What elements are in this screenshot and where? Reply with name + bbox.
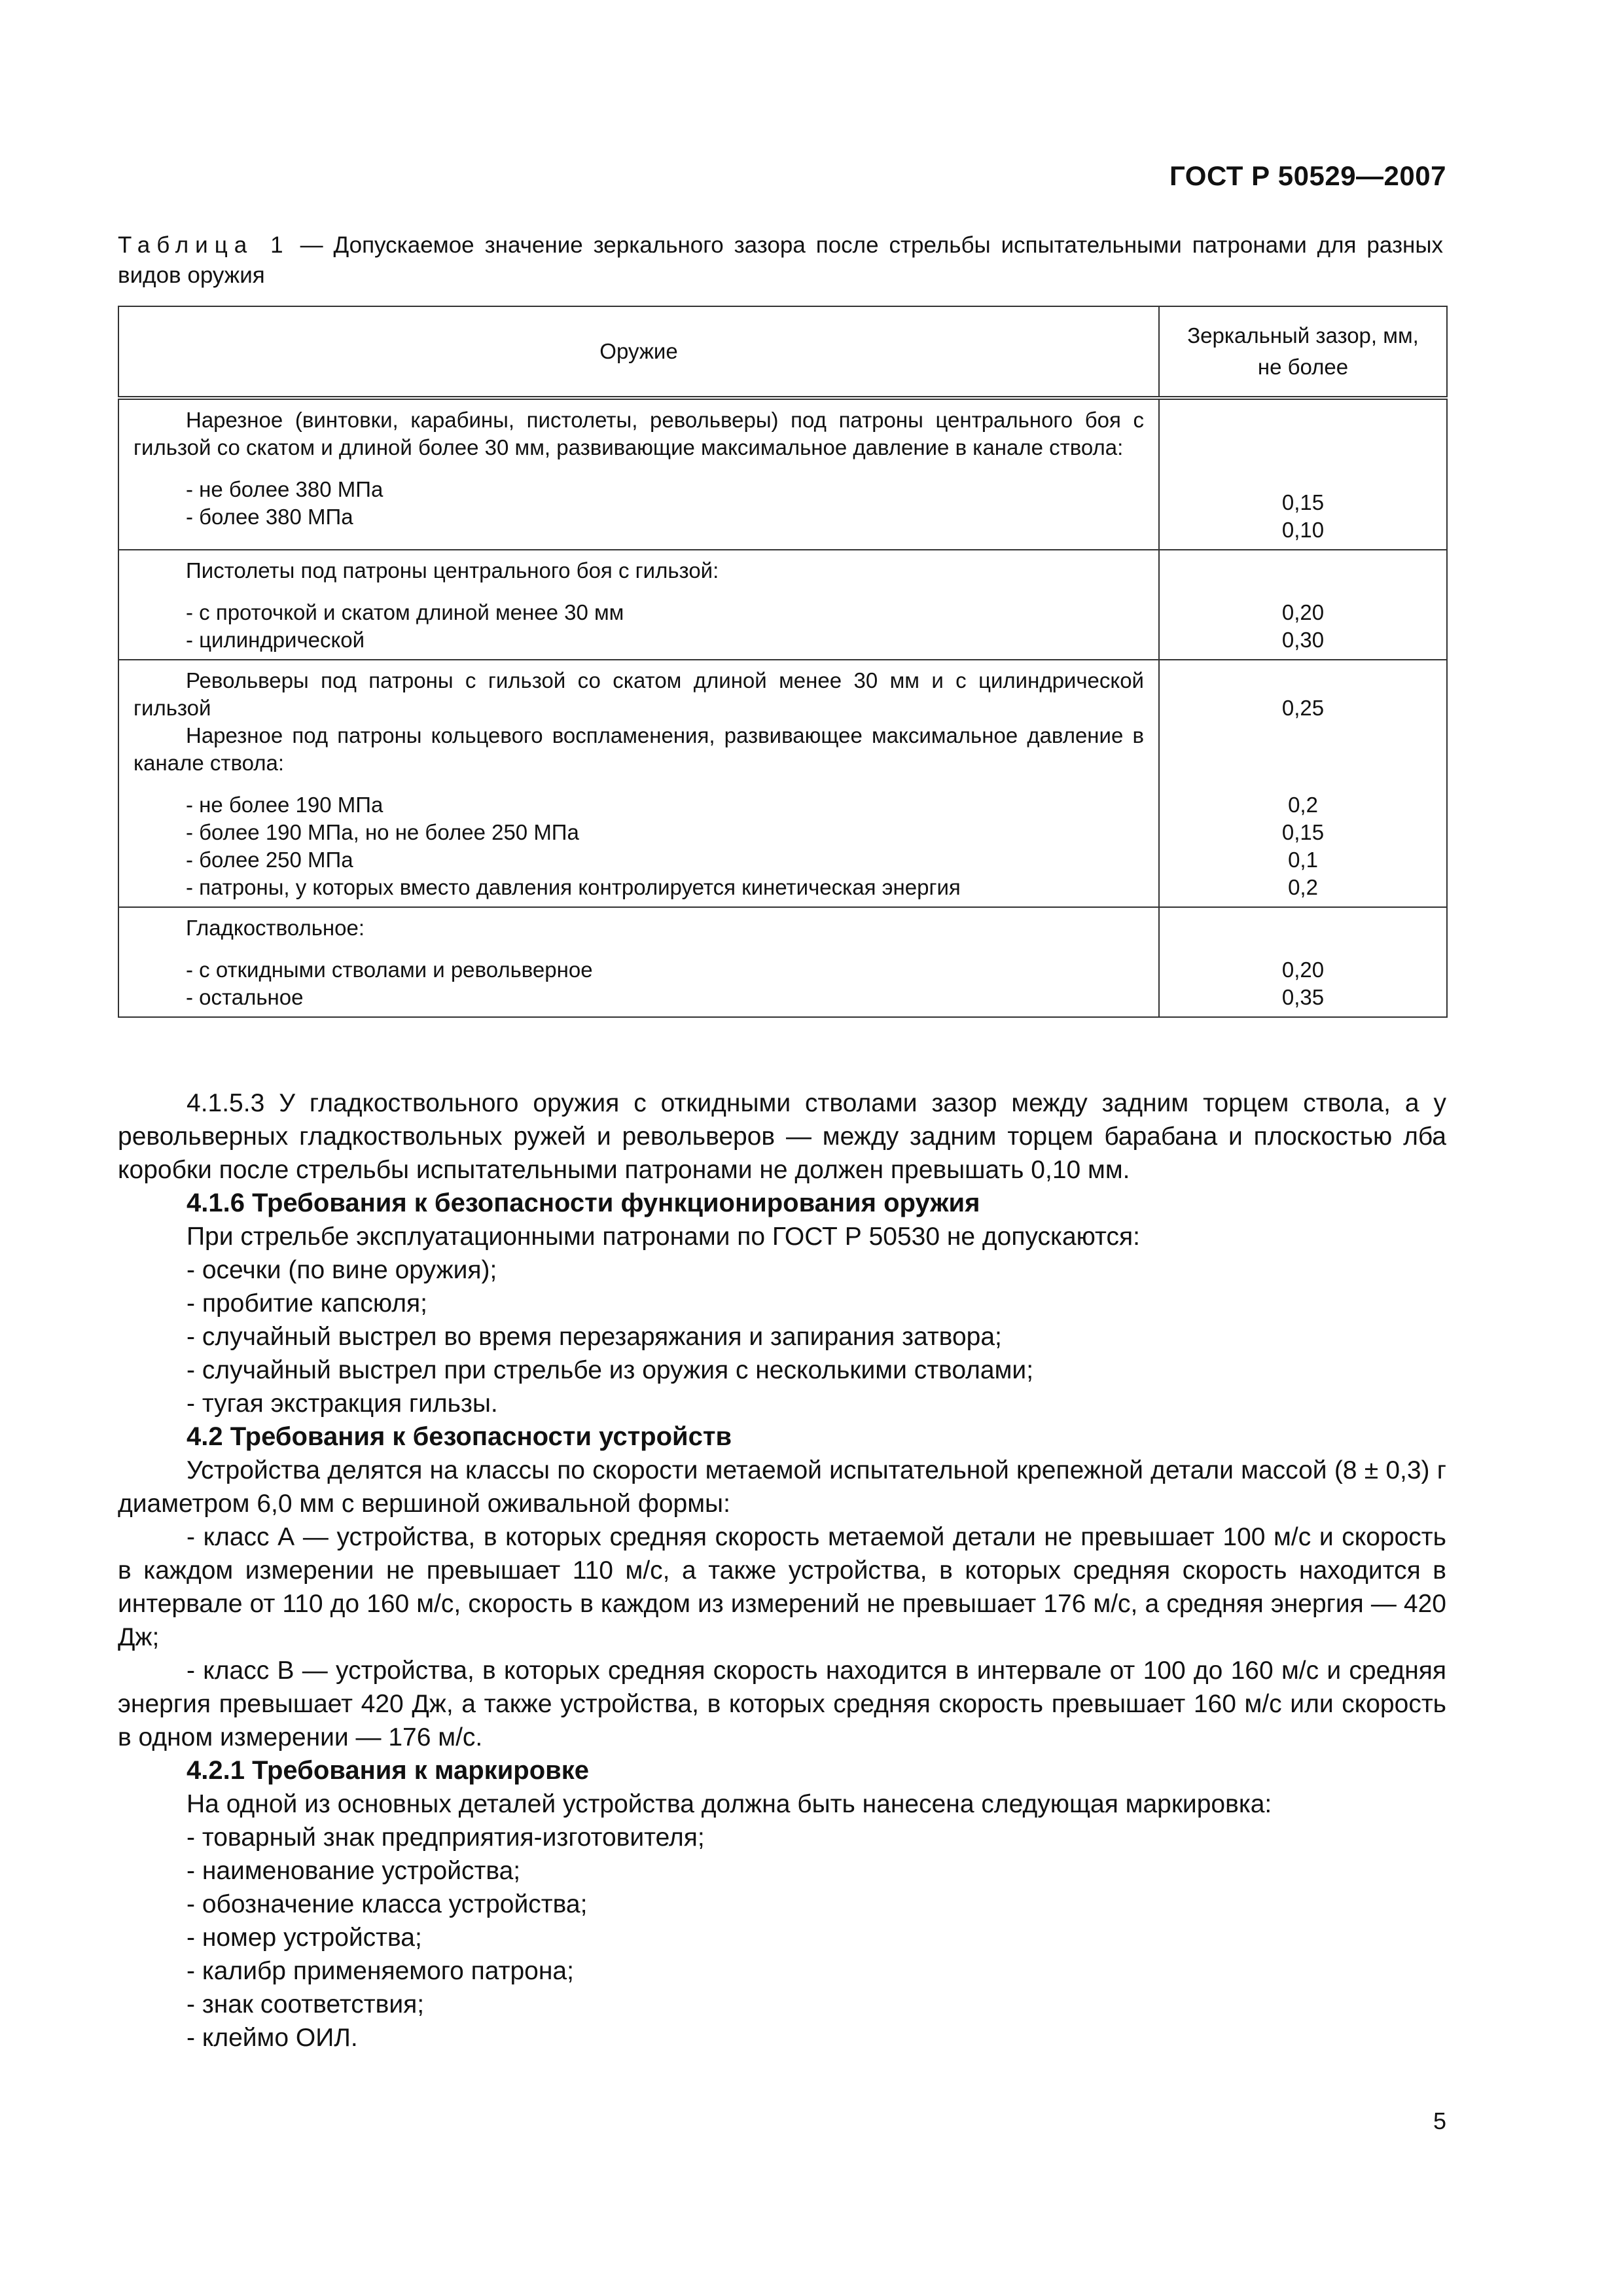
weapon-cell — [118, 398, 1159, 550]
gap-value: 0,10 — [1281, 518, 1325, 542]
document-body — [118, 1086, 1446, 2054]
gap-value: 0,2 — [1288, 793, 1318, 817]
paragraph-4-2-1: На одной из основных деталей устройства должна быть нанесена следующая маркировка: — [187, 1790, 1272, 1818]
gap-value: 0,25 — [1281, 696, 1325, 720]
gap-value: 0,35 — [1281, 985, 1325, 1009]
row-intro: Пистолеты под патроны центрального боя с гильзой: — [186, 558, 719, 583]
paragraph-4-1-5-3: 4.1.5.3 У гладкоствольного оружия с откидными стволами зазор между задним торцем ствола, а у револьверных гладкоствольных ружей и револьверов — между задним торцем барабана и плоскостью лба коробки после стрельбы испытательными патронами не должен превышать 0,10 мм. — [118, 1089, 1446, 1184]
row-item: - остальное — [186, 985, 304, 1009]
column-header-weapon: Оружие — [118, 306, 1159, 398]
row-item: - более 250 МПа — [186, 848, 353, 872]
heading-4-2-1: 4.2.1 Требования к маркировке — [187, 1756, 589, 1785]
weapon-cell — [118, 907, 1159, 1017]
list-item: - обозначение класса устройства; — [187, 1890, 588, 1918]
table-header-row — [118, 306, 1447, 398]
paragraph-class-b: - класс В — устройства, в которых средняя скорость находится в интервале от 100 до 160 м/с и средняя энергия превышает 420 Дж, а также устройства, в которых средняя скорость превышает 160 м/с или скорость в одном измерении — 176 м/с. — [118, 1657, 1446, 1751]
table-row — [118, 907, 1447, 1017]
row-item: - с откидными стволами и револьверное — [186, 958, 593, 982]
table-caption-text: — Допускаемое значение зеркального зазора после стрельбы испытательными патронами для разных видов оружия — [118, 232, 1443, 288]
list-item: - случайный выстрел при стрельбе из оружия с несколькими стволами; — [187, 1356, 1034, 1384]
column-header-gap-line2: не более — [1257, 355, 1349, 379]
gap-value: 0,20 — [1281, 958, 1325, 982]
row-item: - не более 190 МПа — [186, 793, 383, 817]
row-item: - более 190 МПа, но не более 250 МПа — [186, 820, 579, 844]
row-intro: Револьверы под патроны с гильзой со скатом длиной менее 30 мм и с цилиндрической гильзой — [134, 668, 1144, 720]
list-item: - осечки (по вине оружия); — [187, 1256, 497, 1284]
gap-value-cell — [1159, 398, 1447, 550]
column-header-gap-line1: Зеркальный зазор, мм, — [1187, 323, 1419, 348]
paragraph-4-1-6: При стрельбе эксплуатационными патронами по ГОСТ Р 50530 не допускаются: — [187, 1223, 1140, 1251]
paragraph-4-2: Устройства делятся на классы по скорости метаемой испытательной крепежной детали массой (8 ± 0,3) г диаметром 6,0 мм с вершиной оживальной формы: — [118, 1456, 1446, 1518]
table-caption — [118, 230, 1443, 291]
gap-value: 0,15 — [1281, 490, 1325, 514]
list-item: - случайный выстрел во время перезаряжания и запирания затвора; — [187, 1323, 1002, 1351]
list-item: - тугая экстракция гильзы. — [187, 1390, 498, 1418]
gap-value-cell — [1159, 550, 1447, 660]
document-header: ГОСТ Р 50529—2007 — [1169, 160, 1446, 191]
table-row — [118, 398, 1447, 550]
page-number: 5 — [1433, 2108, 1446, 2134]
row-item: - патроны, у которых вместо давления контролируется кинетическая энергия — [186, 875, 961, 899]
table-row — [118, 660, 1447, 907]
row-intro: Нарезное (винтовки, карабины, пистолеты, револьверы) под патроны центрального боя с гильзой со скатом и длиной более 30 мм, развивающие максимальное давление в канале ствола: — [134, 408, 1144, 459]
heading-4-2: 4.2 Требования к безопасности устройств — [187, 1422, 732, 1451]
list-item: - клеймо ОИЛ. — [187, 2024, 358, 2052]
column-header-gap — [1159, 306, 1447, 398]
gap-value: 0,20 — [1281, 600, 1325, 624]
row-item: - более 380 МПа — [186, 505, 353, 529]
gap-value: 0,2 — [1288, 875, 1318, 899]
gap-value-cell — [1159, 907, 1447, 1017]
paragraph-class-a: - класс А — устройства, в которых средняя скорость метаемой детали не превышает 100 м/с и скорость в каждом измерении не превышает 110 м/с, а также устройства, в которых средняя скорость находится в интервале от 110 до 160 м/с, скорость в каждом из измерений не превышает 176 м/с, а средняя энергия — 420 Дж; — [118, 1523, 1446, 1651]
gap-value: 0,1 — [1288, 848, 1318, 872]
weapon-cell — [118, 550, 1159, 660]
list-item: - товарный знак предприятия-изготовителя; — [187, 1823, 705, 1852]
row-intro: Гладкоствольное: — [186, 916, 365, 940]
row-intro-secondary: Нарезное под патроны кольцевого воспламенения, развивающее максимальное давление в канале ствола: — [134, 723, 1144, 775]
list-item: - номер устройства; — [187, 1924, 422, 1952]
list-item: - пробитие капсюля; — [187, 1289, 427, 1318]
row-item: - цилиндрической — [186, 628, 365, 652]
table-row — [118, 550, 1447, 660]
weapon-cell — [118, 660, 1159, 907]
list-item: - калибр применяемого патрона; — [187, 1957, 574, 1985]
row-item: - не более 380 МПа — [186, 477, 383, 501]
gap-value-cell — [1159, 660, 1447, 907]
list-item: - знак соответствия; — [187, 1990, 425, 2018]
list-item: - наименование устройства; — [187, 1857, 521, 1885]
mirror-gap-table — [118, 306, 1448, 1018]
row-item: - с проточкой и скатом длиной менее 30 мм — [186, 600, 624, 624]
gap-value: 0,30 — [1281, 628, 1325, 652]
table-caption-prefix: Таблица 1 — [118, 232, 290, 258]
heading-4-1-6: 4.1.6 Требования к безопасности функционирования оружия — [187, 1189, 980, 1217]
gap-value: 0,15 — [1281, 820, 1325, 844]
